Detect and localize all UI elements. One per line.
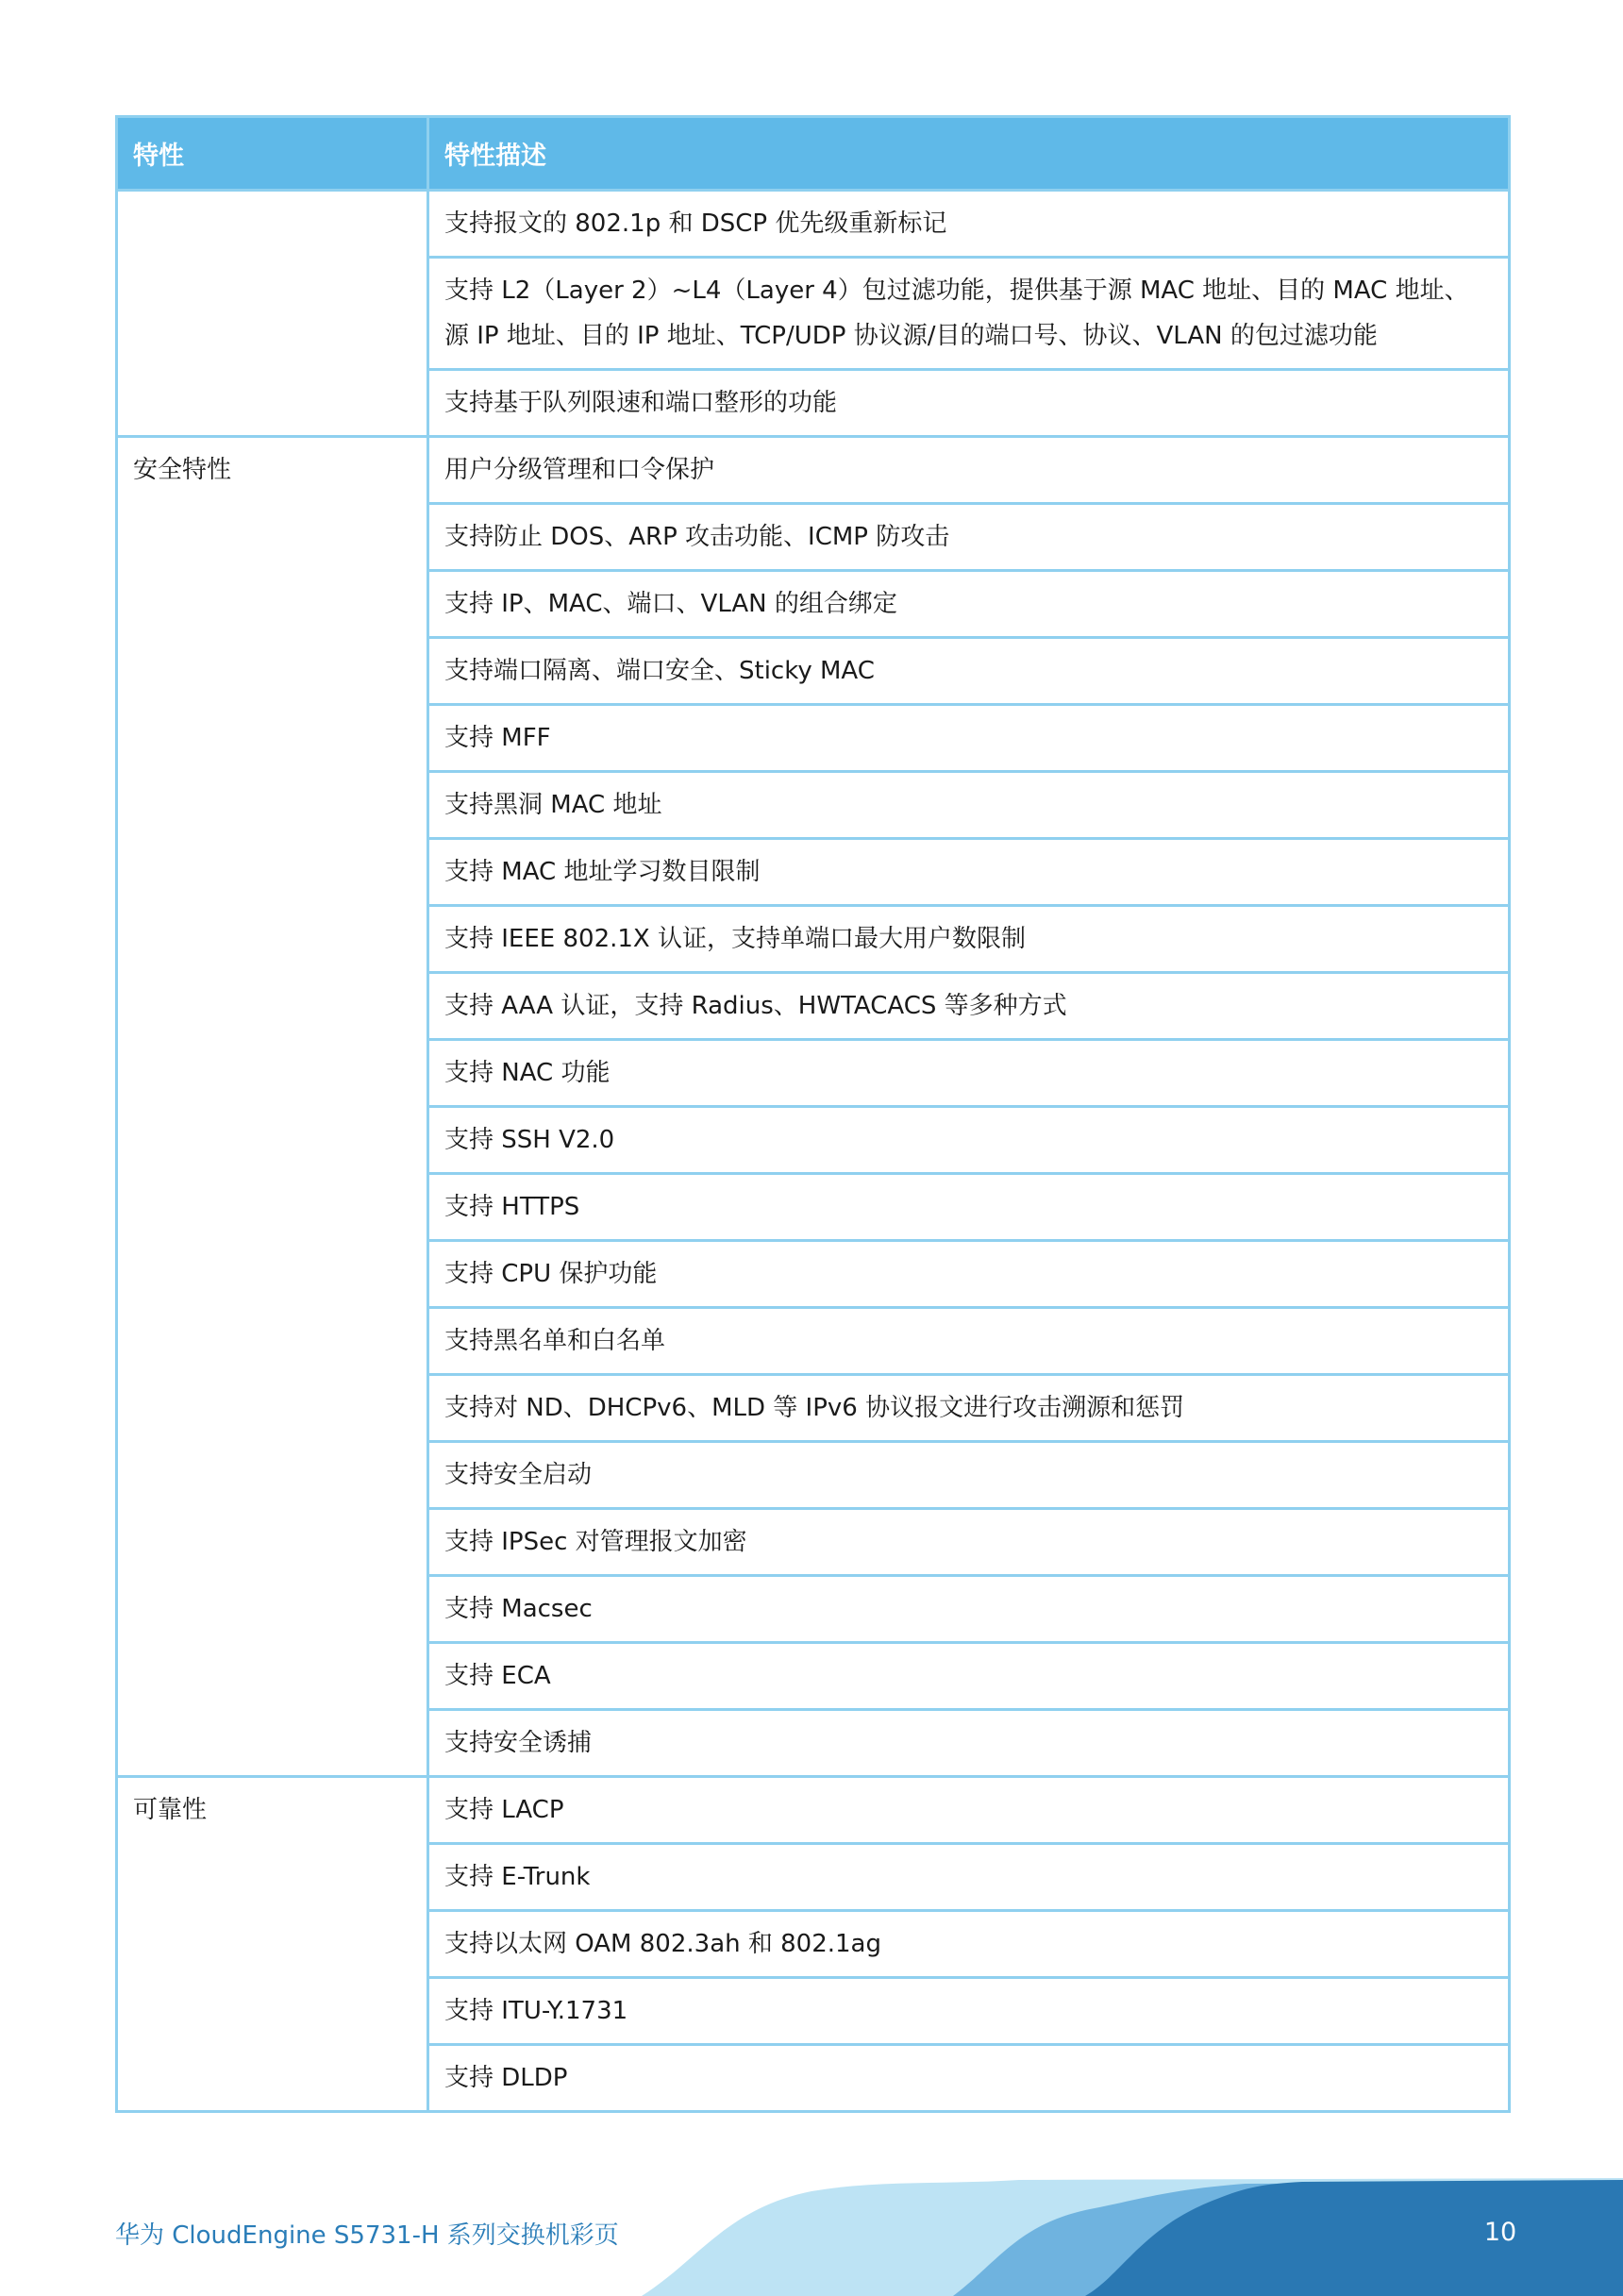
feature-description-cell: 支持 E-Trunk	[428, 1844, 1510, 1911]
feature-description-cell: 支持报文的 802.1p 和 DSCP 优先级重新标记	[428, 191, 1510, 258]
feature-description-cell: 支持 IPSec 对管理报文加密	[428, 1509, 1510, 1576]
feature-description-cell: 支持安全启动	[428, 1442, 1510, 1509]
feature-description-cell: 支持 MFF	[428, 705, 1510, 772]
feature-description-cell: 支持基于队列限速和端口整形的功能	[428, 370, 1510, 437]
feature-category-cell	[117, 191, 428, 437]
feature-description-cell: 支持 L2（Layer 2）~L4（Layer 4）包过滤功能，提供基于源 MAC 地址、目的 MAC 地址、源 IP 地址、目的 IP 地址、TCP/UDP 协议源/目的端口号、协议、VLAN 的包过滤功能	[428, 258, 1510, 370]
feature-description-cell: 支持 MAC 地址学习数目限制	[428, 839, 1510, 906]
feature-description-cell: 支持以太网 OAM 802.3ah 和 802.1ag	[428, 1911, 1510, 1978]
feature-description-cell: 支持黑名单和白名单	[428, 1308, 1510, 1375]
feature-description-cell: 支持防止 DOS、ARP 攻击功能、ICMP 防攻击	[428, 504, 1510, 571]
feature-description-cell: 支持 LACP	[428, 1777, 1510, 1844]
feature-description-cell: 支持 ECA	[428, 1643, 1510, 1710]
feature-description-cell: 支持 CPU 保护功能	[428, 1241, 1510, 1308]
feature-description-cell: 支持 DLDP	[428, 2045, 1510, 2112]
footer-title: 华为 CloudEngine S5731-H 系列交换机彩页	[115, 2221, 619, 2250]
table-row	[117, 437, 1510, 504]
feature-description-cell: 支持对 ND、DHCPv6、MLD 等 IPv6 协议报文进行攻击溯源和惩罚	[428, 1375, 1510, 1442]
feature-description-cell: 支持 IP、MAC、端口、VLAN 的组合绑定	[428, 571, 1510, 638]
header-feature: 特性	[117, 117, 428, 191]
feature-description-cell: 用户分级管理和口令保护	[428, 437, 1510, 504]
feature-description-cell: 支持 IEEE 802.1X 认证，支持单端口最大用户数限制	[428, 906, 1510, 973]
spec-table	[115, 115, 1511, 2113]
table-body	[117, 191, 1510, 2112]
feature-description-cell: 支持黑洞 MAC 地址	[428, 772, 1510, 839]
feature-description-cell: 支持安全诱捕	[428, 1710, 1510, 1777]
feature-category-cell: 安全特性	[117, 437, 428, 1777]
table-header-row	[117, 117, 1510, 191]
feature-description-cell: 支持 AAA 认证，支持 Radius、HWTACACS 等多种方式	[428, 973, 1510, 1040]
feature-description-cell: 支持端口隔离、端口安全、Sticky MAC	[428, 638, 1510, 705]
feature-description-cell: 支持 ITU-Y.1731	[428, 1978, 1510, 2045]
header-description: 特性描述	[428, 117, 1510, 191]
feature-description-cell: 支持 HTTPS	[428, 1174, 1510, 1241]
page-number: 10	[1483, 2218, 1517, 2247]
feature-description-cell: 支持 NAC 功能	[428, 1040, 1510, 1107]
table-row	[117, 191, 1510, 258]
feature-description-cell: 支持 Macsec	[428, 1576, 1510, 1643]
feature-description-cell: 支持 SSH V2.0	[428, 1107, 1510, 1174]
table-row	[117, 1777, 1510, 1844]
feature-category-cell: 可靠性	[117, 1777, 428, 2112]
